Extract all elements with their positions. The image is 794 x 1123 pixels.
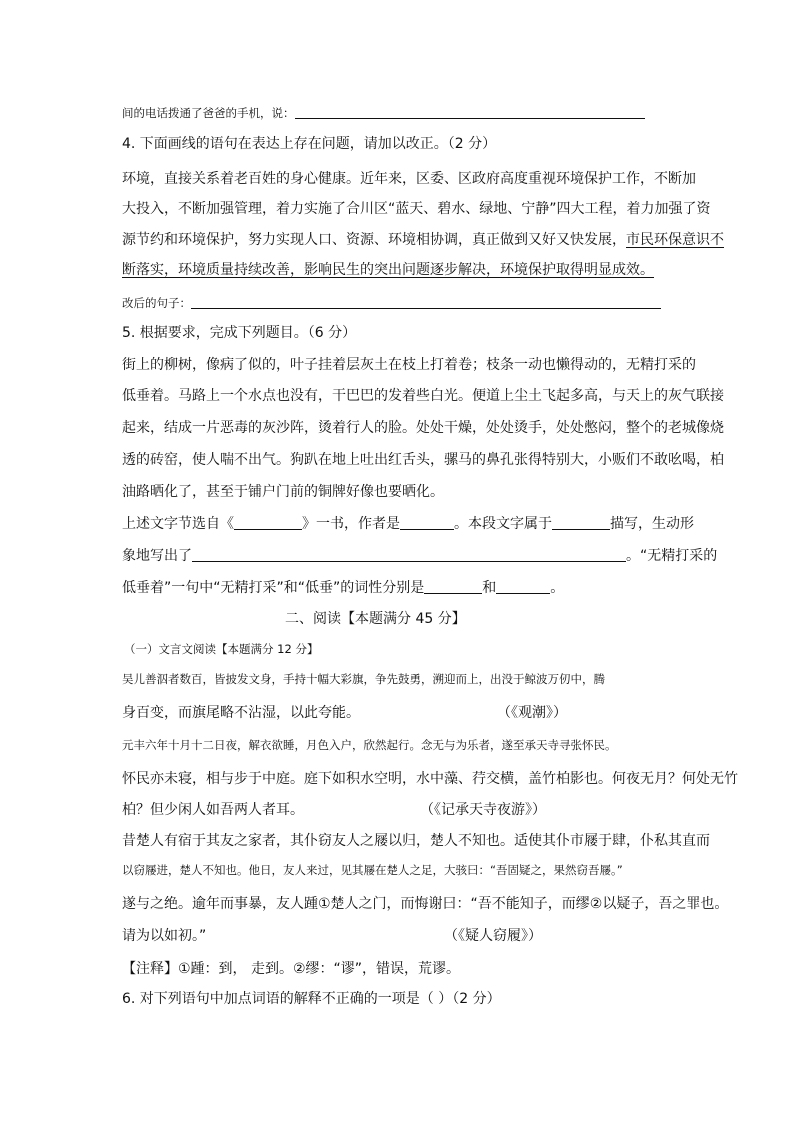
author-blank[interactable] [400,515,454,530]
q4-answer-label: 改后的句子： [122,296,191,310]
q5-fill-line-2 [122,545,717,565]
q5-para-line: 起来，结成一片恶毒的灰沙阵，烫着行人的脸。处处干燥，处处烫手，处处憋闷，整个的老城像烧 [122,420,724,436]
q5-fill-text: 和 [482,580,497,596]
q5-fill-text: 。“无精打采的 [626,548,718,564]
q6-stem: 6. 对下列语句中加点词语的解释不正确的一项是（ ）（2 分） [122,991,501,1007]
q5-fill-text: 象地写出了 [122,548,192,564]
text3-source: （《疑人窃履》） [444,928,542,944]
q5-para-line: 街上的柳树，像病了似的，叶子挂着层灰土在枝上打着卷；枝条一动也懒得动的，无精打采的 [122,357,696,373]
annotation: 【注释】①踵：到， 走到。②缪：“谬”，错误，荒谬。 [122,961,461,977]
q5-fill-line-3 [122,577,564,597]
description-type-blank[interactable] [552,515,610,530]
q4-underlined-text: 市民环保意识不 [626,232,724,248]
q5-fill-text: 》一书，作者是 [302,516,400,532]
q5-para-line: 透的砖窑，使人喘不出气。狗趴在地上吐出红舌头，骡马的鼻孔张得特别大，小贩们不敢吆喝，柏 [122,452,724,468]
pos-blank-1[interactable] [424,579,482,594]
text1-source: （《观潮》） [497,705,567,721]
q5-fill-line-1 [122,513,694,533]
text3-line: 请为以如初。” [122,928,207,944]
text2-line: 元丰六年十月十二日夜，解衣欲睡，月色入户，欣然起行。念无与为乐者，遂至承天寺寻张怀民。 [122,738,617,752]
q5-fill-text: 。 [550,580,565,596]
book-title-blank[interactable] [234,515,302,530]
pos-blank-2[interactable] [496,579,550,594]
text2-source: （《记承天寺夜游》） [420,802,546,818]
q4-stem: 4. 下面画线的语句在表达上存在问题，请加以改正。（2 分） [122,136,497,152]
q4-para-line: 大投入，不断加强管理，着力实施了合川区“蓝天、碧水、绿地、宁静”四大工程，着力加强了资 [122,201,711,217]
q4-para-line [122,229,724,249]
text3-line: 以窃屦进，楚人不知也。他日，友人来过，见其屦在楚人之足，大骇曰：“吾固疑之，果然窃吾屦。” [122,863,623,877]
q4-para-text: 源节约和环境保护，努力实现人口、资源、环境相协调，真正做到又好又快发展， [122,232,626,248]
section-title: 二、阅读【本题满分 45 分】 [285,611,466,627]
q5-fill-text: 低垂着”一句中“无精打采”和“低垂”的词性分别是 [122,580,425,596]
content-blank[interactable] [192,547,626,562]
q3-answer-blank[interactable] [295,104,645,119]
q5-fill-text: 描写，生动形 [610,516,694,532]
text1-line: 吴儿善泅者数百，皆披发文身，手持十幅大彩旗，争先鼓勇，溯迎而上，出没于鲸波万仞中，腾 [122,672,605,686]
q3-tail-line [122,104,645,121]
text3-line: 昔楚人有宿于其友之家者，其仆窃友人之屦以归，楚人不知也。适使其仆市屦于肆，仆私其直而 [122,833,710,849]
q4-answer-line [122,294,661,311]
q5-para-line: 低垂着。马路上一个水点也没有，干巴巴的发着些白光。便道上尘土飞起多高，与天上的灰气联接 [122,388,724,404]
q5-stem: 5. 根据要求，完成下列题目。（6 分） [122,325,357,341]
q5-fill-text: 上述文字节选自《 [122,516,234,532]
q4-answer-blank[interactable] [191,294,661,309]
q4-para-line: 环境，直接关系着老百姓的身心健康。近年来，区委、区政府高度重视环境保护工作，不断加 [122,171,696,187]
text2-line: 柏？但少闲人如吾两人者耳。 [122,802,304,818]
q5-fill-text: 。本段文字属于 [454,516,552,532]
q4-underlined-sentence: 断落实，环境质量持续改善，影响民生的突出问题逐步解决，环境保护取得明显成效。 [122,262,654,278]
text2-line: 怀民亦未寝，相与步于中庭。庭下如积水空明，水中藻、荇交横，盖竹柏影也。何夜无月？何处无竹 [122,771,738,787]
q5-para-line: 油路晒化了，甚至于铺户门前的铜牌好像也要晒化。 [122,484,444,500]
q3-tail-label: 间的电话拨通了爸爸的手机，说： [122,106,295,120]
part-title: （一）文言文阅读【本题满分 12 分】 [124,642,319,656]
text3-line: 遂与之绝。逾年而事暴，友人踵①楚人之门，而悔谢曰：“吾不能知子，而缪②以疑子，吾之罪也。 [122,896,729,912]
text1-line: 身百变，而旗尾略不沾湿，以此夸能。 [122,705,360,721]
